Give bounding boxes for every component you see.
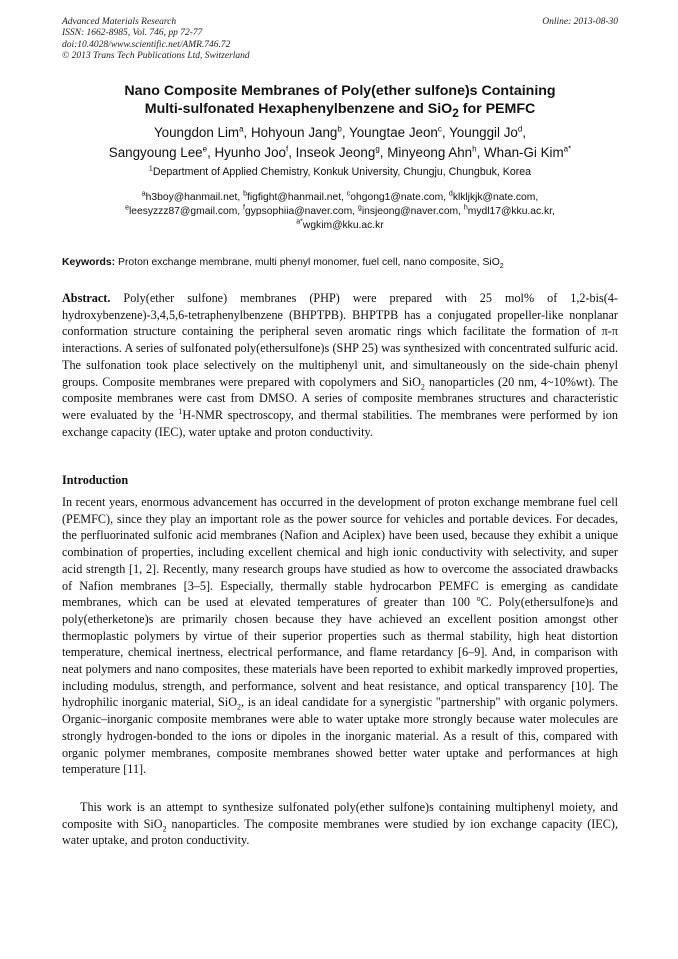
email-sup: f <box>243 204 245 212</box>
author <box>296 145 388 160</box>
author-sup: a* <box>563 144 572 154</box>
affiliation-sup: 1 <box>148 165 153 173</box>
paragraph-text: nanoparticles. The composite membranes were studied by ion exchange capacity (IEC), water uptake, and proton conductivity. <box>62 816 618 848</box>
author-name: Whan-Gi Kim <box>484 145 564 160</box>
paragraph-text: In recent years, enormous advancement has occurred in the development of proton exchange membrane fuel cell (PEMFC), since they play an important role as the power source for vehicles and portable devices. For decades, the perfluorinated sulfonic acid membranes (Nafion and Aciplex) have been used, because they exhibit a unique combination of properties, including excellent chemical and high ionic conductivity with selectivity, and super acid strength [1, 2]. Recently, many research groups have studied as how to overcome the associated drawbacks of Nafion membranes [3–5]. Especially, thermally stable hydrocarbon PEMFC is emerging as candidate membranes, which can be used at elevated temperatures of greater than 100 <box>62 495 618 610</box>
author-sep: , <box>288 145 296 160</box>
online-date: Online: 2013-08-30 <box>542 17 618 27</box>
email: klkljkjk@nate.com, <box>452 192 539 203</box>
author-sep: , <box>522 125 527 140</box>
email-list <box>62 191 618 233</box>
paragraph-text: C. Poly(ethersulfone)s and poly(etherketone)s are primarily chosen because they have achieved an excellent position amongst other thermoplastic polymers by virtue of their superior properties such as thermal stability, high heat distortion temperature, chemical inertness, electrical performance, and flame retardancy [6–9]. And, in comparison with neat polymers and nano composites, these materials have been reported to exhibit markedly improved properties, including modulus, strength, and performance, solvent and heat resistance, and optical transparency [10]. The hydrophilic inorganic material, SiO <box>62 595 618 710</box>
abstract-text: Poly(ether sulfone) membranes (PHP) were prepared with 25 mol% of 1,2-bis(4-hydroxybenzene)-3,4,5,6-tetraphenylbenzene (BHPTPB). BHPTPB has a conjugated propeller-like nonplanar conformation structure containing the peripheral seven aromatic rings which facilitate the formation of π-π interactions. A series of sulfonated poly(ethersulfone)s (SHP 25) was synthesized with concentrated sulfuric acid. The sulfonation took place selectively on the multiphenyl unit, and simultaneously on the side-chain phenyl groups. Composite membranes were prepared with copolymers and SiO <box>62 291 618 389</box>
author-sup: e <box>202 144 208 154</box>
author-name: Youngtae Jeon <box>349 125 438 140</box>
email: h3boy@hanmail.net, <box>145 192 244 203</box>
author-name: Youngdon Lim <box>153 125 240 140</box>
paper-title <box>62 82 618 122</box>
paragraph-subscript: 2 <box>162 824 167 834</box>
paragraph-subscript: 2 <box>237 702 241 712</box>
email-sup: a <box>141 190 146 198</box>
abstract-text: nanoparticles (20 nm, 4~10%wt). The composite membranes were cast from DMSO. A series of composite membranes structures and characteristic were evaluated by the <box>62 374 618 422</box>
title-line-2-text: Multi-sulfonated Hexaphenylbenzene and SiO <box>144 101 453 117</box>
author-sep: , <box>441 125 450 140</box>
author-name: Hohyoun Jang <box>251 125 338 140</box>
degree-superscript: o <box>476 594 481 604</box>
abstract-superscript: 1 <box>178 406 183 416</box>
author-name: Minyeong Ahn <box>387 145 473 160</box>
title-line-2-end: for PEMFC <box>458 101 536 117</box>
abstract-subscript: 2 <box>420 381 425 391</box>
author-sep: , <box>243 125 251 140</box>
title-subscript: 2 <box>452 105 459 120</box>
abstract <box>62 290 618 440</box>
author-sup: a <box>239 124 244 134</box>
copyright-line: © 2013 Trans Tech Publications Ltd, Switzerland <box>62 50 250 61</box>
author-sep: , <box>379 145 388 160</box>
email: figfight@hanmail.net, <box>247 192 347 203</box>
email-sup: d <box>448 190 453 198</box>
email-sup: b <box>243 190 248 198</box>
author <box>154 125 251 140</box>
paragraph-text: , is an ideal candidate for a synergistic "partnership" with organic polymers. Organic–inorganic composite membranes were able to water uptake more strongly because water molecules are strongly hydrogen-bonded to the ions or dipoles in the inorganic material. As a result of this, compared with organic polymer membranes, composite membranes showed better water uptake and performances at high temperature [11]. <box>62 695 618 777</box>
author <box>449 125 526 140</box>
author-name: Hyunho Joo <box>214 145 286 160</box>
issn-line: ISSN: 1662-8985, Vol. 746, pp 72-77 <box>62 28 203 39</box>
abstract-label: Abstract. <box>62 291 111 305</box>
author <box>215 145 296 160</box>
email: ohgong1@nate.com, <box>350 192 449 203</box>
author-sep: , <box>207 145 215 160</box>
email: insjeong@naver.com, <box>361 206 464 217</box>
author-sup: g <box>375 144 380 154</box>
introduction-paragraph-1 <box>62 494 618 778</box>
author <box>484 145 571 160</box>
title-line-2 <box>62 100 618 122</box>
abstract-text: H-NMR spectroscopy, and thermal stabilities. The membranes were performed by ion exchange capacity (IEC), water uptake and proton conductivity. <box>62 407 618 439</box>
title-line-1: Nano Composite Membranes of Poly(ether sulfone)s Containing <box>124 83 556 99</box>
author <box>387 145 484 160</box>
email: mydl17@kku.ac.kr, <box>467 206 555 217</box>
email: gypsophiia@naver.com, <box>244 206 358 217</box>
author <box>251 125 349 140</box>
journal-name: Advanced Materials Research <box>62 17 177 27</box>
author-list <box>62 123 618 163</box>
author-sup: d <box>517 124 523 134</box>
email-sup: g <box>357 204 362 212</box>
doi-line: doi:10.4028/www.scientific.net/AMR.746.72 <box>62 39 231 50</box>
author-sup: h <box>472 144 477 154</box>
author-name: Younggil Jo <box>449 125 518 140</box>
email: wgkim@kku.ac.kr <box>302 220 384 231</box>
email-sup: c <box>346 190 351 198</box>
affiliation <box>62 166 618 179</box>
paragraph-text: This work is an attempt to synthesize sulfonated poly(ether sulfone)s containing multiphenyl moiety, and composite with SiO <box>62 800 618 831</box>
section-heading-introduction: Introduction <box>62 473 129 487</box>
author-sup: b <box>337 124 342 134</box>
author-sep: , <box>476 145 485 160</box>
author-sep: , <box>341 125 350 140</box>
author <box>109 145 215 160</box>
keywords-text: Proton exchange membrane, multi phenyl monomer, fuel cell, nano composite, SiO <box>115 257 500 268</box>
keywords-subscript: 2 <box>499 263 504 271</box>
email-sup: h <box>463 204 468 212</box>
email-sup: a* <box>296 218 303 226</box>
email: leesyzzz87@gmail.com, <box>129 206 244 217</box>
journal-header <box>62 17 618 62</box>
author-name: Inseok Jeong <box>295 145 376 160</box>
author-name: Sangyoung Lee <box>108 145 203 160</box>
keywords-label: Keywords: <box>62 257 116 268</box>
email-sup: e <box>125 204 129 212</box>
author-sup: c <box>437 124 442 134</box>
author-sup: f <box>285 144 289 154</box>
author <box>349 125 449 140</box>
introduction-paragraph-2 <box>62 799 618 849</box>
affiliation-text: Department of Applied Chemistry, Konkuk University, Chungju, Chungbuk, Korea <box>152 166 532 178</box>
keywords <box>62 256 618 270</box>
